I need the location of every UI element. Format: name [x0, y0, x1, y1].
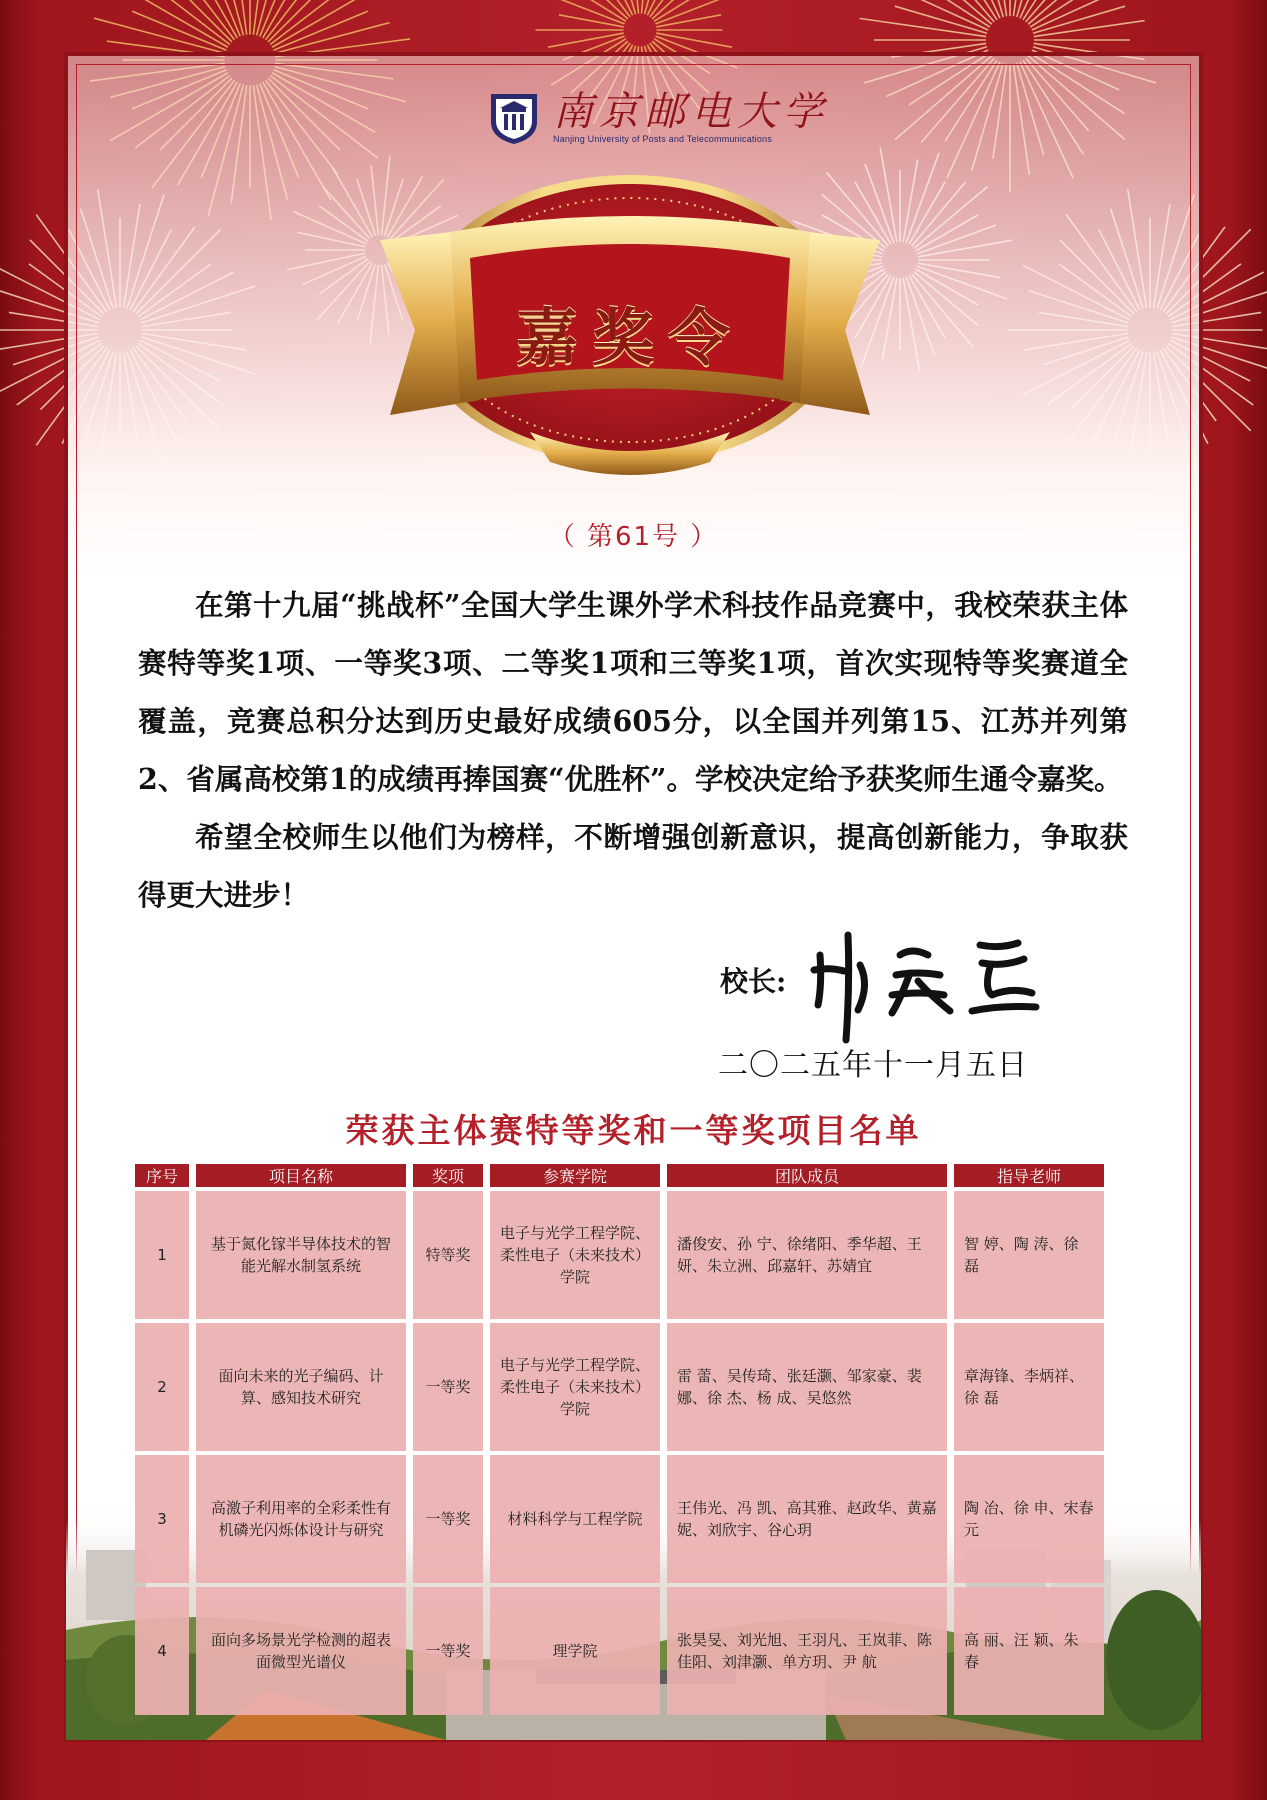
cell-advisors: 智 婷、陶 涛、徐 磊 — [954, 1191, 1104, 1319]
cell-advisors: 高 丽、汪 颖、朱 春 — [954, 1587, 1104, 1715]
cell-no: 4 — [135, 1587, 189, 1715]
cell-members: 王伟光、冯 凯、高其雅、赵政华、黄嘉妮、刘欣宇、谷心玥 — [667, 1455, 947, 1583]
university-name-en: Nanjing University of Posts and Telecommunications — [553, 134, 772, 144]
header-no: 序号 — [135, 1164, 189, 1187]
cell-members: 雷 蕾、吴传琦、张廷灏、邹家豪、裴 娜、徐 杰、杨 成、吴悠然 — [667, 1323, 947, 1451]
cell-college: 材料科学与工程学院 — [490, 1455, 660, 1583]
award-list-title: 荣获主体赛特等奖和一等奖项目名单 — [345, 1111, 922, 1150]
header-members: 团队成员 — [667, 1164, 947, 1187]
cell-project: 面向多场景光学检测的超表面微型光谱仪 — [196, 1587, 406, 1715]
cell-advisors: 陶 冶、徐 申、宋春元 — [954, 1455, 1104, 1583]
cell-college: 电子与光学工程学院、柔性电子（未来技术）学院 — [490, 1323, 660, 1451]
cell-college: 理学院 — [490, 1587, 660, 1715]
table-row — [135, 1587, 1104, 1715]
cell-award: 一等奖 — [413, 1323, 483, 1451]
university-seal-icon — [485, 88, 543, 146]
cell-advisors: 章海锋、李炳祥、徐 磊 — [954, 1323, 1104, 1451]
table-row — [135, 1191, 1104, 1319]
cell-members: 潘俊安、孙 宁、徐绪阳、季华超、王 妍、朱立洲、邱嘉轩、苏婧宜 — [667, 1191, 947, 1319]
header-college: 参赛学院 — [490, 1164, 660, 1187]
header-advisors: 指导老师 — [954, 1164, 1104, 1187]
header-project: 项目名称 — [196, 1164, 406, 1187]
body-paragraph-2: 希望全校师生以他们为榜样，不断增强创新意识，提高创新能力，争取获得更大进步！ — [138, 820, 1128, 912]
banner-title: 嘉奖令 — [515, 301, 744, 374]
table-header-row — [135, 1164, 1104, 1187]
award-table — [128, 1160, 1111, 1719]
cell-college: 电子与光学工程学院、柔性电子（未来技术）学院 — [490, 1191, 660, 1319]
signature-date: 二〇二五年十一月五日 — [718, 1048, 1028, 1083]
signature-label: 校长: — [720, 965, 787, 998]
cell-award: 特等奖 — [413, 1191, 483, 1319]
cell-no: 1 — [135, 1191, 189, 1319]
university-name-cn: 南京邮电大学 — [553, 89, 829, 135]
header-award: 奖项 — [413, 1164, 483, 1187]
cell-no: 2 — [135, 1323, 189, 1451]
cell-award: 一等奖 — [413, 1455, 483, 1583]
table-row — [135, 1455, 1104, 1583]
cell-project: 基于氮化镓半导体技术的智能光解水制氢系统 — [196, 1191, 406, 1319]
university-logo — [485, 88, 829, 146]
table-row — [135, 1323, 1104, 1451]
issue-number: （ 第61号 ） — [548, 522, 719, 552]
president-signature — [800, 915, 1050, 1055]
cell-members: 张昊旻、刘光旭、王羽凡、王岚菲、陈佳阳、刘津灏、单方玥、尹 航 — [667, 1587, 947, 1715]
commendation-body — [138, 576, 1128, 924]
cell-no: 3 — [135, 1455, 189, 1583]
cell-project: 高激子利用率的全彩柔性有机磷光闪烁体设计与研究 — [196, 1455, 406, 1583]
cell-project: 面向未来的光子编码、计算、感知技术研究 — [196, 1323, 406, 1451]
cell-award: 一等奖 — [413, 1587, 483, 1715]
body-paragraph-1: 在第十九届“挑战杯”全国大学生课外学术科技作品竞赛中，我校荣获主体赛特等奖1项、一等奖3项、二等奖1项和三等奖1项，首次实现特等奖赛道全覆盖，竞赛总积分达到历史最好成绩605分，以全国并列第15、江苏并列第2、省属高校第1的成绩再捧国赛“优胜杯”。学校决定给予获奖师生通令嘉奖。 — [138, 588, 1128, 796]
